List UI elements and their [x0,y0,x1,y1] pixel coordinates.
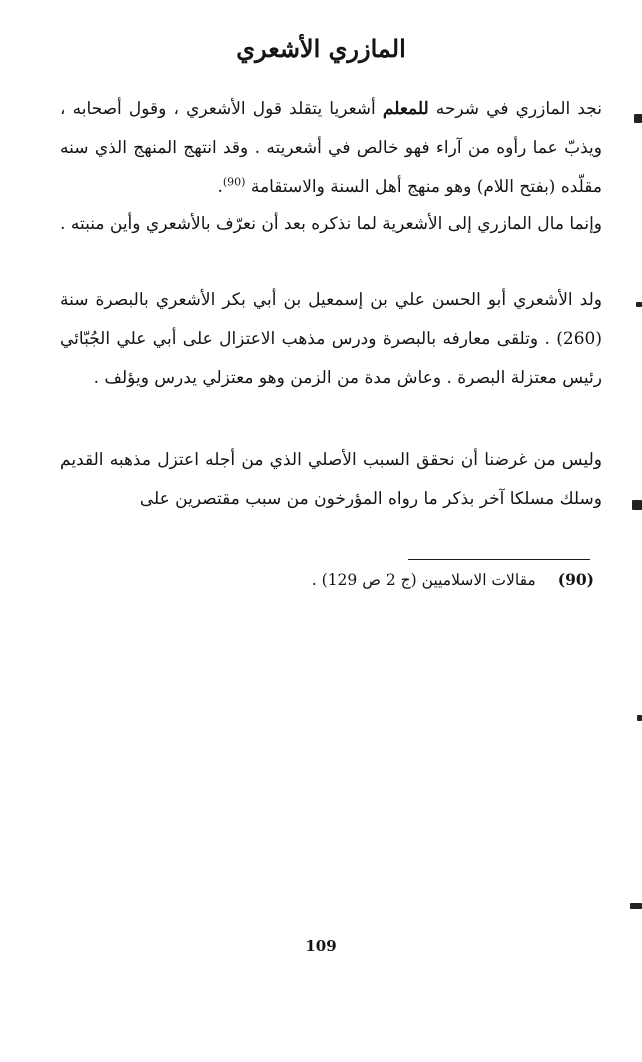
footnote-number: (90) [557,570,594,589]
paragraph-2: وإنما مال المازري إلى الأشعرية لما نذكره بعد أن نعرّف بالأشعري وأين منبته . [60,214,602,234]
paragraph-1-text-rest: أشعريا يتقلد قول الأشعري ، وقول أصحابه ، ويذبّ عما رأوه من آراء فهو خالص في أشعريته . وقد انتهج المنهج الذي سنه مقلّده (بفتح اللام) وهو منهج أهل السنة والاستقامة [60,99,602,197]
book-title-almuallim: للمعلم [382,99,429,119]
footnote-text: مقالات الاسلاميين (ج 2 ص 129) . [311,571,536,589]
footnote-divider [408,559,590,560]
scan-mark [636,302,642,307]
paragraph-1-end: . [217,177,223,197]
page-number: 109 [305,937,337,955]
paragraph-4: وليس من غرضنا أن نحقق السبب الأصلي الذي من أجله اعتزل مذهبه القديم وسلك مسلكا آخر بذكر ما رواه المؤرخون من سبب مقتصرين على [60,450,602,509]
scan-mark [637,715,642,721]
paragraph-3: ولد الأشعري أبو الحسن علي بن إسمعيل بن أبي بكر الأشعري بالبصرة سنة (260) . وتلقى معارفه بالبصرة ودرس مذهب الاعتزال على أبي علي الجُبّائي رئيس معتزلة البصرة . وعاش مدة من الزمن وهو معتزلي يدرس ويؤلف . [60,290,602,388]
paragraph-1-text-start: نجد المازري في شرحه [428,99,602,119]
footnote-reference[interactable]: (90) [222,175,246,189]
scan-mark [630,903,642,909]
paragraph-1 [60,90,602,207]
page-title: المازري الأشعري [236,34,406,63]
scan-mark [632,500,642,510]
scan-mark [634,114,642,123]
footnote [312,570,594,589]
